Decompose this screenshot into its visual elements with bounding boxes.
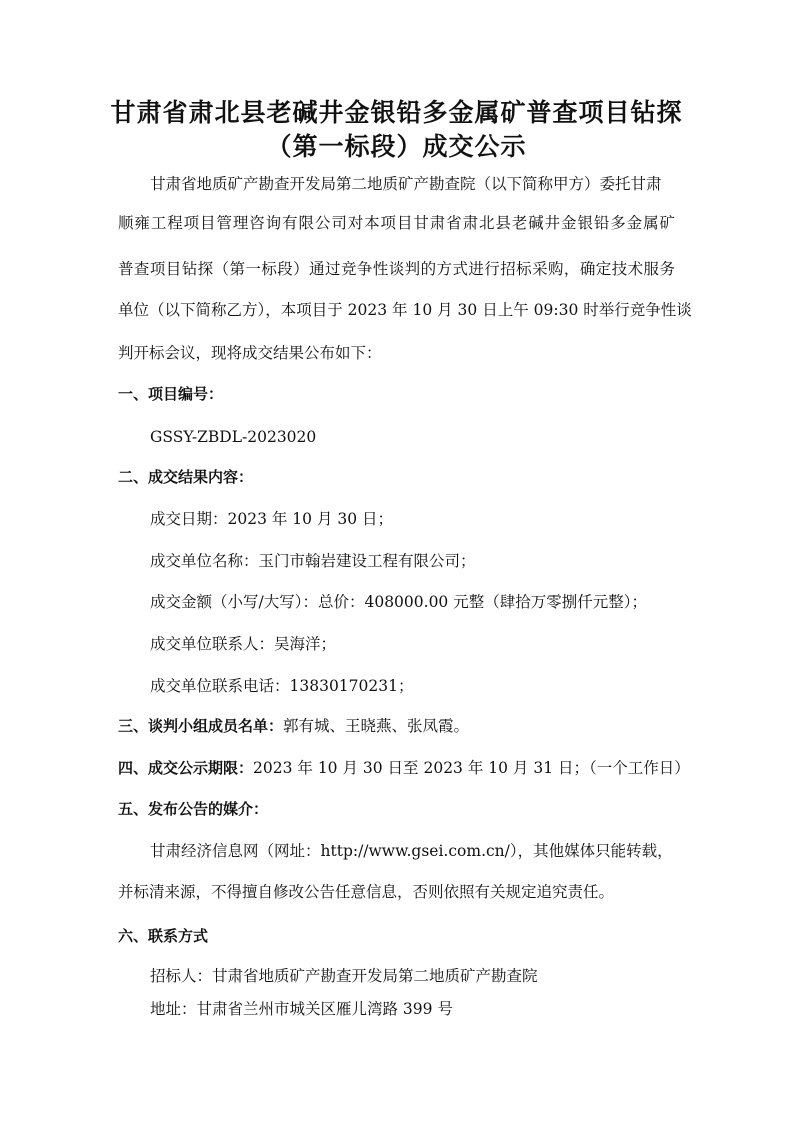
contact-tenderer: 招标人：甘肃省地质矿产勘查开发局第二地质矿产勘查院 [150,967,538,985]
intro-paragraph-line-4: 单位（以下简称乙方），本项目于 2023 年 10 月 30 日上午 09:30 时举行竞争性谈 [118,301,692,319]
result-company: 成交单位名称：玉门市翰岩建设工程有限公司； [150,552,476,570]
panel-members-value: 郭有城、王晓燕、张凤霞。 [283,717,470,735]
result-contact: 成交单位联系人：吴海洋； [150,635,337,653]
intro-paragraph-line-5: 判开标会议，现将成交结果公布如下： [118,344,382,362]
result-date: 成交日期：2023 年 10 月 30 日； [150,510,394,528]
result-amount: 成交金额（小写/大写）：总价：408000.00 元整（肆拾万零捌仟元整）； [150,593,647,611]
project-number-value: GSSY-ZBDL-2023020 [150,428,317,446]
intro-paragraph-line-1: 甘肃省地质矿产勘查开发局第二地质矿产勘查院（以下简称甲方）委托甘肃 [150,175,662,193]
section-heading-result: 二、成交结果内容： [118,468,254,486]
intro-paragraph-line-2: 顺雍工程项目管理咨询有限公司对本项目甘肃省肃北县老碱井金银铅多金属矿 [118,214,675,232]
contact-address: 地址：甘肃省兰州市城关区雁儿湾路 399 号 [150,1000,453,1018]
result-phone: 成交单位联系电话：13830170231； [150,677,414,695]
section-heading-project-number: 一、项目编号： [118,385,224,403]
section-publicity-period [118,758,690,778]
section-panel-members [118,716,469,736]
section-heading-contact: 六、联系方式 [118,927,209,945]
section-heading-media: 五、发布公告的媒介： [118,800,269,818]
document-title-line-1: 甘肃省肃北县老碱井金银铅多金属矿普查项目钻探 [110,98,683,127]
document-title-line-2: （第一标段）成交公示 [266,132,527,161]
media-line-2: 并标清来源，不得擅自修改公告任意信息，否则依照有关规定追究责任。 [118,883,615,901]
publicity-period-value: 2023 年 10 月 30 日至 2023 年 10 月 31 日；（一个工作日） [253,759,690,777]
media-line-1: 甘肃经济信息网（网址：http://www.gsei.com.cn/），其他媒体只能转载， [150,842,673,860]
section-heading-publicity-period: 四、成交公示期限： [118,759,254,777]
section-heading-panel-members: 三、谈判小组成员名单： [118,717,284,735]
intro-paragraph-line-3: 普查项目钻探（第一标段）通过竞争性谈判的方式进行招标采购，确定技术服务 [118,260,675,278]
